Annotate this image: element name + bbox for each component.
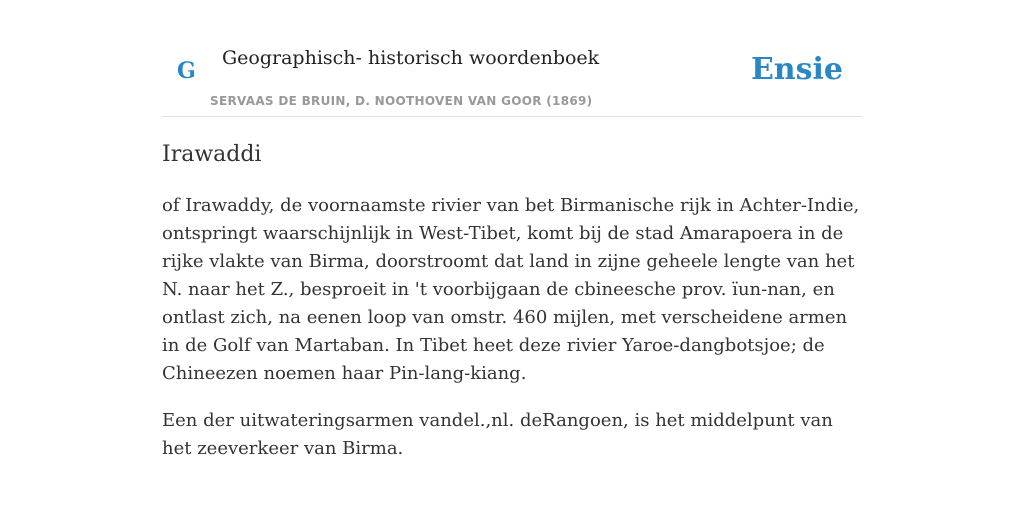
book-authors: SERVAAS DE BRUIN, D. NOOTHOVEN VAN GOOR (1869) xyxy=(210,94,593,108)
entry-article xyxy=(162,138,862,463)
book-header xyxy=(162,0,862,117)
entry-title: Irawaddi xyxy=(162,142,262,167)
index-letter[interactable]: G xyxy=(177,58,196,84)
entry-paragraph: Een der uitwateringsarmen vandel.,nl. deRangoen, is het middelpunt van het zeeverkeer van Birma. xyxy=(162,410,833,459)
entry-paragraph: of Irawaddy, de voornaamste rivier van bet Birmanische rijk in Achter-Indie, ontspringt waarschijnlijk in West-Tibet, komt bij de stad Amarapoera in de rijke vlakte van Birma, doorstroomt dat land in zijne geheele lengte van het N. naar het Z., besproeit in 't voorbijgaan de cbineesche prov. ïun-nan, en ontlast zich, na eenen loop van omstr. 460 mijlen, met verscheidene armen in de Golf van Martaban. In Tibet heet deze rivier Yaroe-dangbotsjoe; de Chineezen noemen haar Pin-lang-kiang. xyxy=(162,195,860,384)
ensie-logo[interactable]: Ensie xyxy=(750,52,843,87)
book-title[interactable]: Geographisch- historisch woordenboek xyxy=(222,47,600,69)
